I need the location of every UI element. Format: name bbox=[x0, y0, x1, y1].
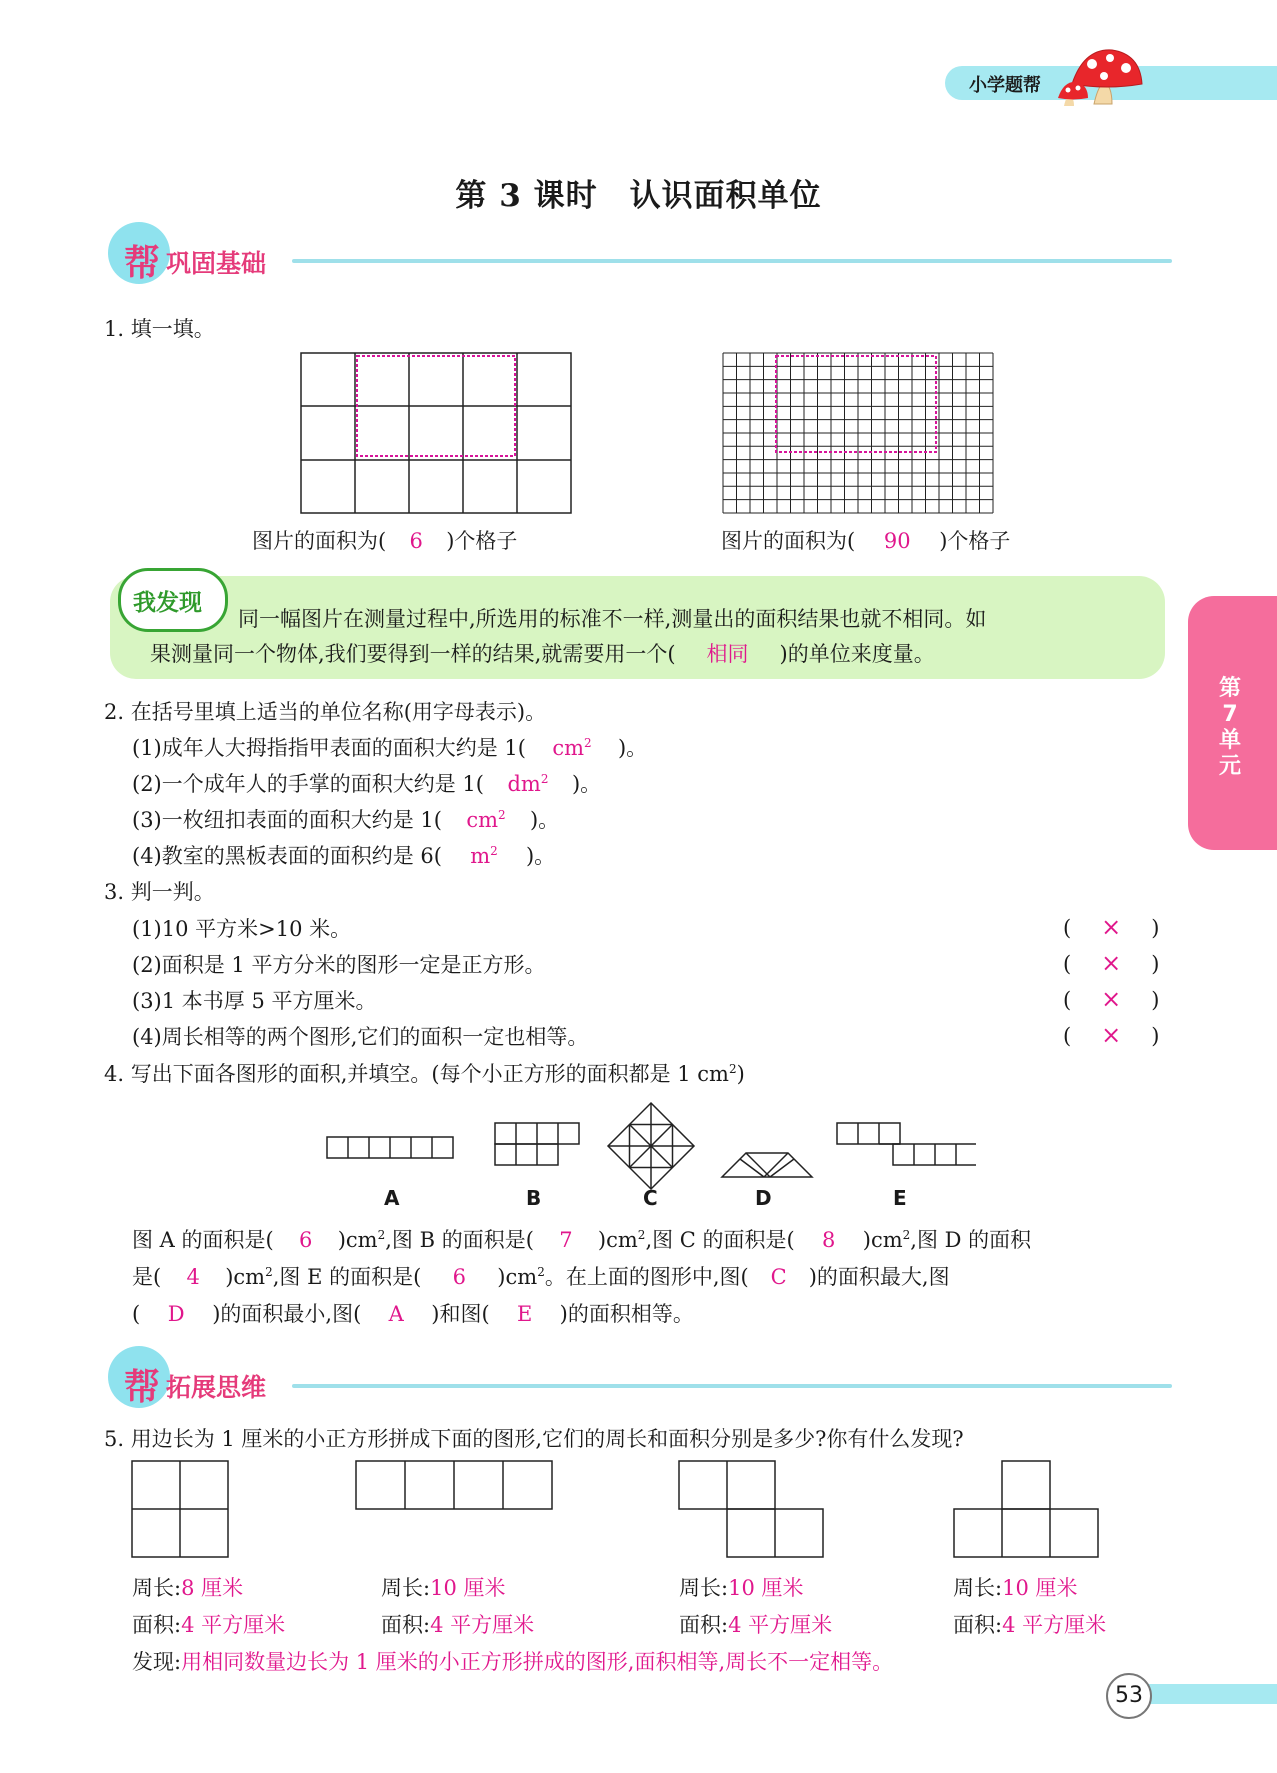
q4-text: ) bbox=[597, 1228, 607, 1252]
q3-item-3: (3)1 本书厚 5 平方厘米。 bbox=[132, 989, 377, 1013]
q4-line3 bbox=[132, 1298, 694, 1328]
q3-answer-2: ( × ) bbox=[1063, 949, 1160, 977]
q3-answer-mark: × bbox=[1101, 913, 1122, 941]
area-answer: 4 平方厘米 bbox=[728, 1613, 833, 1637]
page-title: 第 3 课时 认识面积单位 bbox=[455, 178, 822, 214]
q4-text: 。在上面的图形中,图( bbox=[544, 1265, 749, 1289]
q4-line1 bbox=[132, 1224, 1031, 1254]
q1-right-answer: 90 bbox=[883, 529, 911, 553]
figure-label-c: C bbox=[643, 1186, 658, 1210]
brand-name: 小学题帮 bbox=[969, 75, 1041, 96]
discover-line1: 同一幅图片在测量过程中,所选用的标准不一样,测量出的面积结果也就不相同。如 bbox=[238, 607, 987, 631]
perimeter-label: 周长: bbox=[381, 1576, 431, 1600]
q2-unit: dm bbox=[507, 772, 541, 796]
q3-answer-mark: × bbox=[1101, 1021, 1122, 1049]
q4-text: )的面积最小,图( bbox=[212, 1302, 362, 1326]
q2-unit-exp: 2 bbox=[584, 736, 592, 750]
page-bar bbox=[1148, 1684, 1277, 1704]
q2-item-text: (1)成年人大拇指指甲表面的面积大约是 1( bbox=[132, 736, 526, 760]
q2-unit: m bbox=[470, 844, 491, 868]
q3-answer-1: ( × ) bbox=[1063, 913, 1160, 941]
q5-perimeter-2 bbox=[381, 1572, 505, 1602]
q5-area-3 bbox=[679, 1609, 832, 1639]
q3-item-2: (2)面积是 1 平方分米的图形一定是正方形。 bbox=[132, 953, 546, 977]
q4-answer-d: 4 bbox=[186, 1265, 200, 1289]
q5-heading: 5. 用边长为 1 厘米的小正方形拼成下面的图形,它们的周长和面积分别是多少?你有什么发现? bbox=[104, 1427, 964, 1451]
area-answer: 4 平方厘米 bbox=[181, 1613, 286, 1637]
perimeter-answer: 10 厘米 bbox=[430, 1576, 506, 1600]
q4-unit: cm bbox=[233, 1265, 266, 1289]
q1-left-answer: 6 bbox=[409, 529, 423, 553]
q4-text: )的面积最大,图 bbox=[808, 1265, 950, 1289]
q3-item-1: (1)10 平方米>10 米。 bbox=[132, 917, 352, 941]
q3-answer-3: ( × ) bbox=[1063, 985, 1160, 1013]
figure-d bbox=[722, 1153, 812, 1177]
q4-answer-e: 6 bbox=[452, 1265, 466, 1289]
q4-answer-eq1: A bbox=[388, 1302, 404, 1326]
q4-figures bbox=[320, 1095, 976, 1195]
q4-line2 bbox=[132, 1261, 950, 1291]
discover-line2-prefix: 果测量同一个物体,我们要得到一样的结果,就需要用一个( bbox=[150, 642, 676, 666]
q3-answer-4: ( × ) bbox=[1063, 1021, 1160, 1049]
q5-area-1 bbox=[132, 1609, 285, 1639]
discover-answer: 相同 bbox=[706, 642, 749, 666]
q1-grid-fine bbox=[722, 352, 996, 516]
q2-item-4 bbox=[132, 840, 555, 870]
q2-heading: 2. 在括号里填上适当的单位名称(用字母表示)。 bbox=[104, 700, 547, 724]
q2-unit-exp: 2 bbox=[490, 844, 498, 858]
finding-label: 发现: bbox=[132, 1650, 182, 1674]
q2-item-text: (4)教室的黑板表面的面积约是 6( bbox=[132, 844, 442, 868]
mushroom-icon bbox=[1058, 44, 1144, 116]
area-label: 面积: bbox=[381, 1613, 431, 1637]
q2-item-suffix: )。 bbox=[529, 808, 560, 832]
q3-heading: 3. 判一判。 bbox=[104, 880, 215, 904]
figure-a bbox=[327, 1137, 453, 1158]
q4-text: 图 A 的面积是( bbox=[132, 1228, 274, 1252]
area-label: 面积: bbox=[679, 1613, 729, 1637]
figure-c bbox=[608, 1103, 694, 1189]
q4-text: 是( bbox=[132, 1265, 162, 1289]
page-number: 53 bbox=[1106, 1673, 1152, 1719]
q3-answer-mark: × bbox=[1101, 985, 1122, 1013]
section-divider bbox=[292, 1384, 1172, 1388]
q1-right-answer-line bbox=[721, 525, 1010, 555]
q1-left-suffix: )个格子 bbox=[446, 529, 518, 553]
perimeter-label: 周长: bbox=[953, 1576, 1003, 1600]
figure-label-e: E bbox=[893, 1186, 907, 1210]
q3-item-4: (4)周长相等的两个图形,它们的面积一定也相等。 bbox=[132, 1025, 589, 1049]
q2-item-text: (3)一枚纽扣表面的面积大约是 1( bbox=[132, 808, 442, 832]
q4-unit: cm bbox=[345, 1228, 378, 1252]
q2-item-3 bbox=[132, 804, 559, 834]
q1-grid-coarse bbox=[300, 352, 574, 516]
figure-e bbox=[837, 1123, 976, 1165]
figure-label-d: D bbox=[755, 1186, 772, 1210]
q2-item-suffix: )。 bbox=[571, 772, 602, 796]
q4-text: ) bbox=[337, 1228, 346, 1252]
q4-unit: cm bbox=[870, 1228, 903, 1252]
q3-answer-mark: × bbox=[1101, 949, 1122, 977]
q1-heading: 1. 填一填。 bbox=[104, 317, 215, 341]
q4-answer-c: 8 bbox=[822, 1228, 836, 1252]
q1-right-prefix: 图片的面积为( bbox=[721, 529, 856, 553]
area-answer: 4 平方厘米 bbox=[430, 1613, 535, 1637]
perimeter-label: 周长: bbox=[679, 1576, 729, 1600]
discover-line2 bbox=[150, 638, 935, 668]
q2-unit: cm bbox=[552, 736, 584, 760]
q5-perimeter-1 bbox=[132, 1572, 243, 1602]
q5-figures bbox=[130, 1460, 1130, 1560]
area-label: 面积: bbox=[132, 1613, 182, 1637]
q4-unit: cm bbox=[505, 1265, 538, 1289]
perimeter-answer: 8 厘米 bbox=[181, 1576, 244, 1600]
q2-item-text: (2)一个成年人的手掌的面积大约是 1( bbox=[132, 772, 484, 796]
perimeter-answer: 10 厘米 bbox=[1002, 1576, 1078, 1600]
q4-text: )的面积相等。 bbox=[559, 1302, 694, 1326]
q5-area-4 bbox=[953, 1609, 1106, 1639]
unit-tab bbox=[1188, 596, 1277, 850]
q2-unit-exp: 2 bbox=[540, 772, 549, 786]
q4-heading-text: 4. 写出下面各图形的面积,并填空。(每个小正方形的面积都是 1 cm bbox=[104, 1062, 729, 1086]
q5-area-2 bbox=[381, 1609, 534, 1639]
q4-answer-a: 6 bbox=[299, 1228, 313, 1252]
section-bang: 帮 bbox=[124, 1367, 161, 1408]
q4-unit-exp: 2 bbox=[637, 1228, 646, 1242]
q1-right-suffix: )个格子 bbox=[939, 529, 1011, 553]
q5-perimeter-4 bbox=[953, 1572, 1077, 1602]
q2-unit-exp: 2 bbox=[498, 808, 506, 822]
perimeter-label: 周长: bbox=[132, 1576, 182, 1600]
q4-unit-exp: 2 bbox=[377, 1228, 386, 1242]
section-divider bbox=[292, 259, 1172, 263]
q4-answer-max: C bbox=[770, 1265, 787, 1289]
finding-answer: 用相同数量边长为 1 厘米的小正方形拼成的图形,面积相等,周长不一定相等。 bbox=[181, 1650, 894, 1674]
area-label: 面积: bbox=[953, 1613, 1003, 1637]
q4-text: ,图 C 的面积是( bbox=[645, 1228, 795, 1252]
discover-line2-suffix: )的单位来度量。 bbox=[779, 642, 935, 666]
q2-item-2 bbox=[132, 768, 601, 798]
figure-label-a: A bbox=[384, 1186, 400, 1210]
q4-unit: cm bbox=[606, 1228, 638, 1252]
figure-label-b: B bbox=[526, 1186, 542, 1210]
q4-heading bbox=[104, 1058, 745, 1088]
q4-unit-exp: 2 bbox=[902, 1228, 911, 1242]
q4-text: ) bbox=[497, 1265, 506, 1289]
q2-item-suffix: )。 bbox=[617, 736, 648, 760]
perimeter-answer: 10 厘米 bbox=[728, 1576, 804, 1600]
q4-unit-exp: 2 bbox=[265, 1265, 273, 1279]
q2-unit: cm bbox=[466, 808, 498, 832]
q4-text: ,图 E 的面积是( bbox=[272, 1265, 422, 1289]
q4-unit-exp: 2 bbox=[537, 1265, 545, 1279]
q4-answer-min: D bbox=[167, 1302, 185, 1326]
q4-heading-end: ) bbox=[736, 1062, 745, 1086]
section-bang: 帮 bbox=[124, 243, 161, 284]
section-title-extend: 拓展思维 bbox=[166, 1373, 267, 1402]
q4-text: ,图 B 的面积是( bbox=[385, 1228, 534, 1252]
figure-b bbox=[495, 1123, 579, 1165]
q4-text: ,图 D 的面积 bbox=[910, 1228, 1032, 1252]
discover-badge bbox=[118, 568, 228, 632]
q2-item-1 bbox=[132, 732, 647, 762]
q4-heading-exp: 2 bbox=[728, 1062, 737, 1076]
section-title-basic: 巩固基础 bbox=[166, 249, 267, 278]
discover-badge-label: 我发现 bbox=[133, 590, 202, 616]
unit-tab-label: 第7单元 bbox=[1218, 676, 1241, 779]
q4-text: )和图( bbox=[431, 1302, 490, 1326]
q2-item-suffix: )。 bbox=[525, 844, 556, 868]
q4-text: ) bbox=[862, 1228, 871, 1252]
q1-left-answer-line bbox=[252, 525, 517, 555]
q1-left-prefix: 图片的面积为( bbox=[252, 529, 387, 553]
q5-finding bbox=[132, 1646, 893, 1676]
q5-perimeter-3 bbox=[679, 1572, 803, 1602]
area-answer: 4 平方厘米 bbox=[1002, 1613, 1107, 1637]
q4-answer-eq2: E bbox=[516, 1302, 533, 1326]
q4-answer-b: 7 bbox=[559, 1228, 573, 1252]
q4-text: ( bbox=[132, 1302, 141, 1326]
q4-text: ) bbox=[225, 1265, 234, 1289]
